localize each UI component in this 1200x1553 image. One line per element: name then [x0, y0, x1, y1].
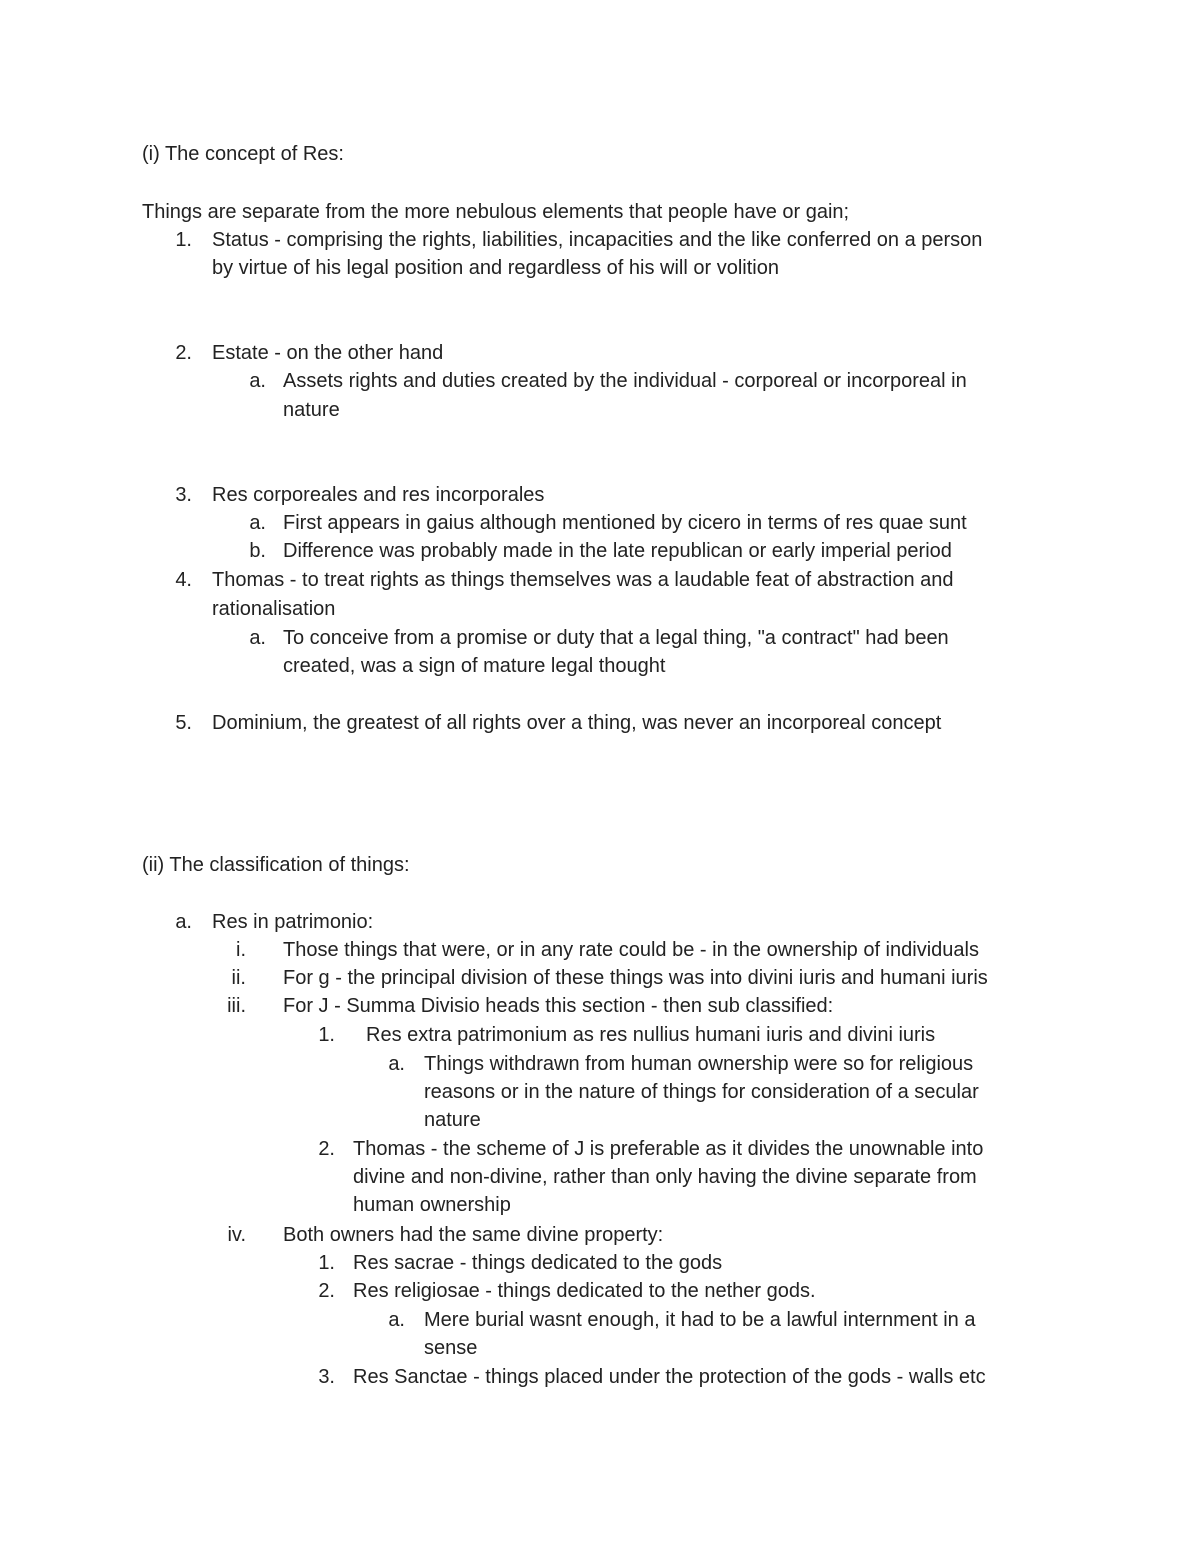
list-item-text: Res extra patrimonium as res nullius humani iuris and divini iuris — [366, 1024, 936, 1046]
list-marker: a. — [249, 627, 266, 649]
list-item-text: Dominium, the greatest of all rights over a thing, was never an incorporeal concept — [212, 712, 942, 734]
list-item-text: Estate - on the other hand — [212, 342, 444, 364]
list-marker: 3. — [318, 1366, 335, 1388]
list-item-text: created, was a sign of mature legal thought — [283, 655, 666, 677]
list-marker: a. — [388, 1053, 405, 1075]
list-marker: i. — [236, 939, 246, 961]
list-marker: b. — [249, 540, 266, 562]
list-marker: a. — [249, 512, 266, 534]
section-heading: (i) The concept of Res: — [142, 143, 344, 165]
list-marker: 2. — [175, 342, 192, 364]
list-item-text: reasons or in the nature of things for consideration of a secular — [424, 1081, 979, 1103]
list-marker: 2. — [318, 1280, 335, 1302]
list-marker: iii. — [227, 995, 246, 1017]
list-item-text: Things withdrawn from human ownership were so for religious — [424, 1053, 974, 1075]
list-item-text: nature — [283, 399, 340, 421]
list-item-text: First appears in gaius although mentioned by cicero in terms of res quae sunt — [283, 512, 967, 534]
list-item-text: Difference was probably made in the late republican or early imperial period — [283, 540, 952, 562]
list-item-text: Status - comprising the rights, liabilities, incapacities and the like conferred on a person — [212, 229, 983, 251]
list-item-text: For g - the principal division of these things was into divini iuris and humani iuris — [283, 967, 988, 989]
list-item-text: Mere burial wasnt enough, it had to be a lawful internment in a — [424, 1309, 976, 1331]
list-item-text: Both owners had the same divine property: — [283, 1224, 664, 1246]
list-item-text: Assets rights and duties created by the individual - corporeal or incorporeal in — [283, 370, 967, 392]
list-marker: 5. — [175, 712, 192, 734]
list-item-text: Thomas - to treat rights as things themselves was a laudable feat of abstraction and — [212, 569, 954, 591]
list-marker: 1. — [318, 1252, 335, 1274]
list-item-text: Those things that were, or in any rate could be - in the ownership of individuals — [283, 939, 979, 961]
list-marker: 4. — [175, 569, 192, 591]
list-marker: 2. — [318, 1138, 335, 1160]
list-marker: 1. — [318, 1024, 335, 1046]
list-item-text: To conceive from a promise or duty that a legal thing, "a contract" had been — [283, 627, 949, 649]
list-item-text: sense — [424, 1337, 478, 1359]
list-marker: a. — [388, 1309, 405, 1331]
list-item-text: Res corporeales and res incorporales — [212, 484, 545, 506]
list-item-text: nature — [424, 1109, 481, 1131]
list-item-text: Res sacrae - things dedicated to the gods — [353, 1252, 723, 1274]
list-marker: a. — [249, 370, 266, 392]
intro-text: Things are separate from the more nebulous elements that people have or gain; — [142, 201, 850, 223]
list-marker: ii. — [231, 967, 246, 989]
list-item-text: human ownership — [353, 1194, 511, 1216]
list-item-text: divine and non-divine, rather than only having the divine separate from — [353, 1166, 977, 1188]
list-item-text: Thomas - the scheme of J is preferable as it divides the unownable into — [353, 1138, 984, 1160]
list-marker: 3. — [175, 484, 192, 506]
list-item-text: rationalisation — [212, 598, 336, 620]
list-item-text: Res in patrimonio: — [212, 911, 374, 933]
section-heading: (ii) The classification of things: — [142, 854, 410, 876]
list-marker: a. — [175, 911, 192, 933]
list-marker: iv. — [227, 1224, 246, 1246]
list-marker: 1. — [175, 229, 192, 251]
list-item-text: Res Sanctae - things placed under the protection of the gods - walls etc — [353, 1366, 986, 1388]
list-item-text: For J - Summa Divisio heads this section - then sub classified: — [283, 995, 834, 1017]
list-item-text: Res religiosae - things dedicated to the nether gods. — [353, 1280, 816, 1302]
list-item-text: by virtue of his legal position and regardless of his will or volition — [212, 257, 779, 279]
